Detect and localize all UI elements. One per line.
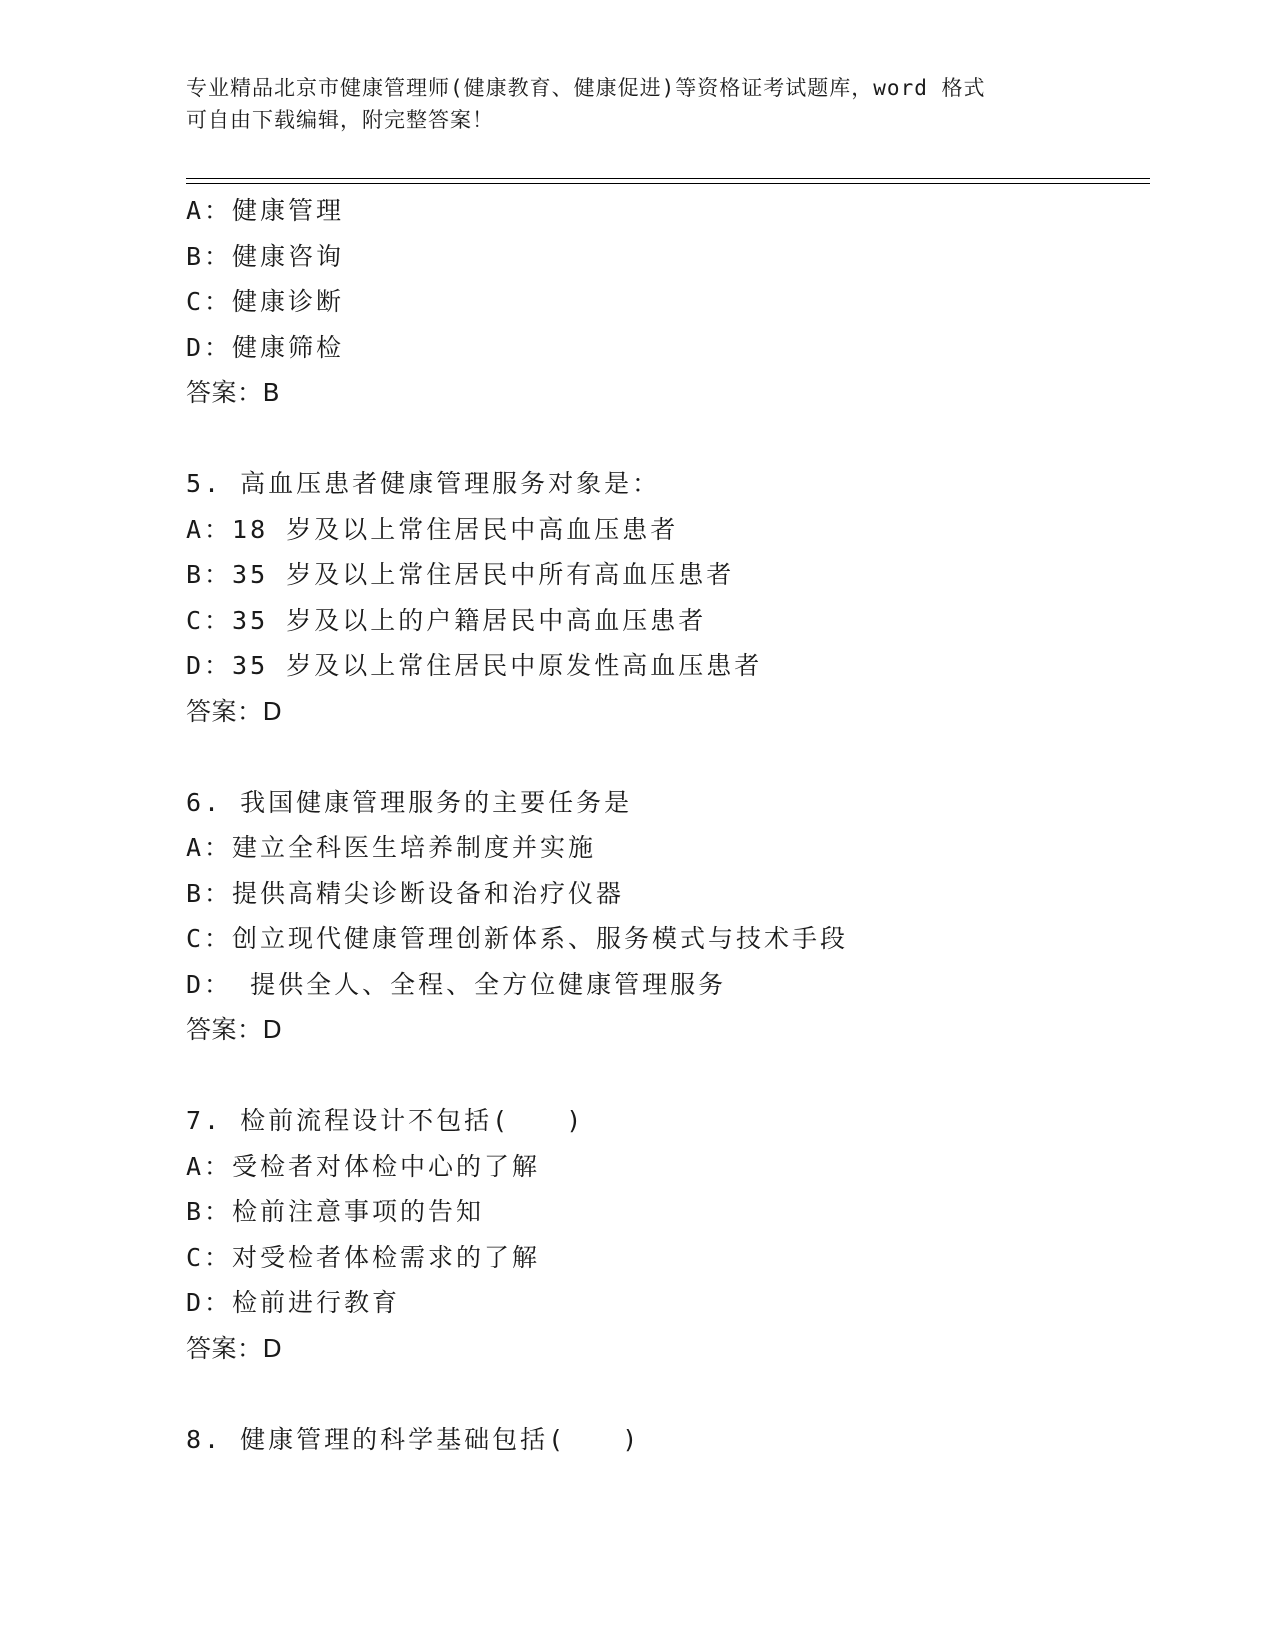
- answer: 答案：B: [186, 378, 281, 407]
- question-text: 5. 高血压患者健康管理服务对象是：: [186, 469, 661, 498]
- option-a: A：建立全科医生培养制度并实施: [186, 833, 597, 862]
- option-b: B：检前注意事项的告知: [186, 1197, 485, 1226]
- spacer: [186, 734, 1136, 780]
- document-header: [186, 72, 1066, 136]
- option-d: D：35 岁及以上常住居民中原发性高血压患者: [186, 651, 763, 680]
- option-d: D：健康筛检: [186, 332, 345, 362]
- option-b: B：35 岁及以上常住居民中所有高血压患者: [186, 560, 735, 589]
- question-block-7: [186, 1098, 1136, 1371]
- spacer: [186, 1053, 1136, 1099]
- option-d: D：检前进行教育: [186, 1288, 401, 1317]
- header-divider-top: [186, 178, 1150, 179]
- answer: 答案：D: [186, 1333, 283, 1363]
- spacer: [186, 1371, 1136, 1417]
- question-block-5: [186, 461, 1136, 734]
- question-block-4: [186, 188, 1136, 416]
- question-text: 8. 健康管理的科学基础包括( ): [186, 1424, 641, 1454]
- option-c: C：创立现代健康管理创新体系、服务模式与技术手段: [186, 924, 849, 953]
- option-b: B：提供高精尖诊断设备和治疗仪器: [186, 878, 625, 908]
- spacer: [186, 416, 1136, 462]
- question-block-8: [186, 1417, 1136, 1463]
- option-c: C：35 岁及以上的户籍居民中高血压患者: [186, 605, 707, 635]
- option-c: C：对受检者体检需求的了解: [186, 1242, 541, 1272]
- option-a: A：健康管理: [186, 196, 345, 225]
- header-line-2: 可自由下载编辑，附完整答案！: [186, 108, 494, 132]
- question-block-6: [186, 780, 1136, 1053]
- answer: 答案：D: [186, 1015, 283, 1044]
- header-divider-bottom: [186, 183, 1150, 184]
- option-a: A：受检者对体检中心的了解: [186, 1151, 541, 1181]
- question-text: 7. 检前流程设计不包括( ): [186, 1106, 585, 1135]
- answer: 答案：D: [186, 696, 283, 726]
- question-text: 6. 我国健康管理服务的主要任务是: [186, 787, 633, 817]
- question-content: [186, 188, 1136, 1462]
- option-b: B：健康咨询: [186, 241, 345, 271]
- option-a: A：18 岁及以上常住居民中高血压患者: [186, 514, 679, 544]
- option-c: C：健康诊断: [186, 287, 345, 316]
- header-line-1: 专业精品北京市健康管理师(健康教育、健康促进)等资格证考试题库，word 格式: [186, 76, 986, 100]
- option-d: D： 提供全人、全程、全方位健康管理服务: [186, 969, 727, 999]
